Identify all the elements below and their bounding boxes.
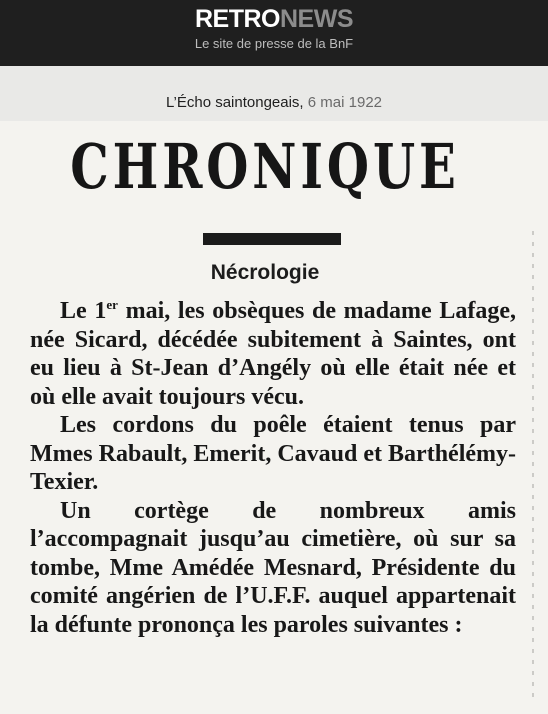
paragraph-1-text: mai, les obsèques de madame Lafage, née Sicard, décédée subitement à Saintes, ont eu lieu à St-Jean d’Angély où elle était née et où elle avait toujours vécu. [30, 298, 517, 410]
retronews-logo[interactable] [0, 5, 548, 33]
article-body [30, 297, 516, 639]
masthead-rule [203, 233, 341, 245]
source-caption [0, 94, 548, 112]
section-title: Nécrologie [210, 261, 320, 284]
logo-part-retro: RETRO [195, 5, 280, 33]
article-paragraph-1 [30, 297, 516, 411]
newspaper-clipping [0, 121, 548, 714]
paragraph-1-opening: Le 1 [60, 298, 107, 324]
article-paragraph-2: Les cordons du poêle étaient tenus par Mmes Rabault, Emerit, Cavaud et Barthélémy-Texier. [30, 412, 516, 495]
article-paragraph-3: Un cortège de nombreux amis l’accompagnait jusqu’au cimetière, où sur sa tombe, Mme Amédée Mesnard, Présidente du comité angérien de l’U.F.F. auquel appartenait la défunte prononça les paroles suivantes : [30, 497, 516, 638]
site-header [0, 0, 548, 66]
logo-part-news: NEWS [280, 5, 353, 33]
publication-name: L’Écho saintongeais, [166, 94, 304, 111]
scan-fold-line [532, 231, 534, 701]
publication-date: 6 mai 1922 [307, 94, 382, 111]
clipping-masthead: CHRONIQUE [70, 130, 460, 203]
ordinal-superscript: er [106, 297, 118, 312]
site-tagline: Le site de presse de la BnF [194, 36, 354, 51]
